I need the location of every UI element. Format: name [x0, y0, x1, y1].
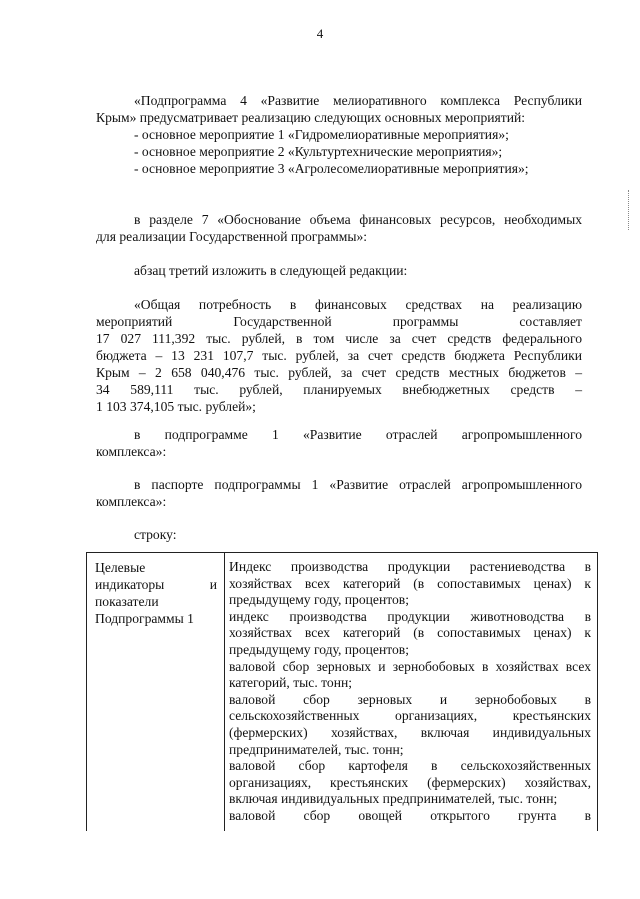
intro-item-1: - основное мероприятие 1 «Гидромелиоративные мероприятия»;: [134, 127, 509, 142]
abzac-instruction: абзац третий изложить в следующей редакции:: [134, 263, 408, 278]
scan-edge-mark: [628, 190, 632, 230]
table-right-line: предпринимателей, тыс. тонн;: [229, 741, 404, 757]
passport-line-2: комплекса»:: [96, 494, 167, 509]
intro-first-line-block: [134, 92, 582, 109]
finance-line-4: бюджета – 13 231 107,7 тыс. рублей, за счет средств бюджета Республики: [96, 348, 582, 363]
intro-line-1: «Подпрограмма 4 «Развитие мелиоративного комплекса Республики: [134, 93, 582, 108]
table-right-line: валовой сбор картофеля в сельскохозяйственных: [229, 758, 591, 774]
table-column-divider: [224, 553, 225, 831]
table-right-line: валовой сбор зерновых и зернобобовых в хозяйствах всех: [229, 658, 591, 674]
table-right-line: категорий, тыс. тонн;: [229, 675, 353, 691]
finance-block: [96, 313, 582, 415]
sub1-first-line-block: [134, 426, 582, 443]
table-left-cell: [95, 559, 217, 627]
finance-line-1: «Общая потребность в финансовых средствах на реализацию: [134, 297, 582, 312]
table-right-line: валовой сбор зерновых и зернобобовых в: [229, 691, 591, 707]
indicators-table: [86, 552, 598, 831]
table-right-cell: [229, 559, 591, 825]
finance-line-6: 34 589,111 тыс. рублей, планируемых внебюджетных средств –: [96, 382, 582, 397]
section7-line-1: в разделе 7 «Обоснование объема финансовых ресурсов, необходимых: [134, 212, 582, 227]
table-left-line: [95, 576, 217, 593]
passport-line-1: в паспорте подпрограммы 1 «Развитие отраслей агропромышленного: [134, 477, 582, 492]
table-right-line: организациях, крестьянских (фермерских) хозяйствах,: [229, 774, 591, 790]
sub1-line-2: комплекса»:: [96, 444, 167, 459]
table-left-line: показатели: [95, 594, 159, 609]
table-right-line: индекс производства продукции животноводства в: [229, 608, 591, 624]
table-right-line: (фермерских) хозяйствах, включая индивидуальных: [229, 724, 591, 740]
table-right-line: хозяйствах всех категорий (в сопоставимых ценах) к: [229, 575, 591, 591]
page-number: 4: [316, 26, 324, 41]
finance-first-line-block: [134, 296, 582, 313]
table-right-line: предыдущему году, процентов;: [229, 592, 409, 608]
finance-line-5: Крым – 2 658 040,476 тыс. рублей, за счет средств местных бюджетов –: [96, 365, 582, 380]
passport-first-line-block: [134, 476, 582, 493]
table-right-line: хозяйствах всех категорий (в сопоставимых ценах) к: [229, 625, 591, 641]
table-right-line: сельскохозяйственных организациях, крестьянских: [229, 708, 591, 724]
table-right-line: валовой сбор овощей открытого грунта в: [229, 807, 591, 823]
intro-item-3: - основное мероприятие 3 «Агролесомелиоративные мероприятия»;: [134, 161, 529, 176]
intro-line-2: Крым» предусматривает реализацию следующих основных мероприятий:: [96, 110, 526, 125]
table-right-line: предыдущему году, процентов;: [229, 641, 409, 657]
table-left-line: Целевые: [95, 560, 146, 575]
table-left-word: индикаторы: [95, 577, 165, 592]
finance-line-3: 17 027 111,392 тыс. рублей, в том числе за счет средств федерального: [96, 331, 582, 346]
section7-first-line-block: [134, 211, 582, 228]
section7-line-2: для реализации Государственной программы»:: [96, 229, 368, 244]
table-left-word: и: [209, 577, 217, 592]
table-right-line: включая индивидуальных предпринимателей, тыс. тонн;: [229, 791, 558, 807]
table-left-line: Подпрограммы 1: [95, 611, 194, 626]
finance-line-2: мероприятий Государственной программы составляет: [96, 314, 582, 329]
sub1-line-1: в подпрограмме 1 «Развитие отраслей агропромышленного: [134, 427, 582, 442]
finance-line-7: 1 103 374,105 тыс. рублей»;: [96, 399, 256, 414]
table-right-line: Индекс производства продукции растениеводства в: [229, 559, 591, 574]
stroku-label: строку:: [134, 527, 177, 542]
intro-item-2: - основное мероприятие 2 «Культуртехнические мероприятия»;: [134, 144, 503, 159]
intro-block: [96, 109, 582, 126]
